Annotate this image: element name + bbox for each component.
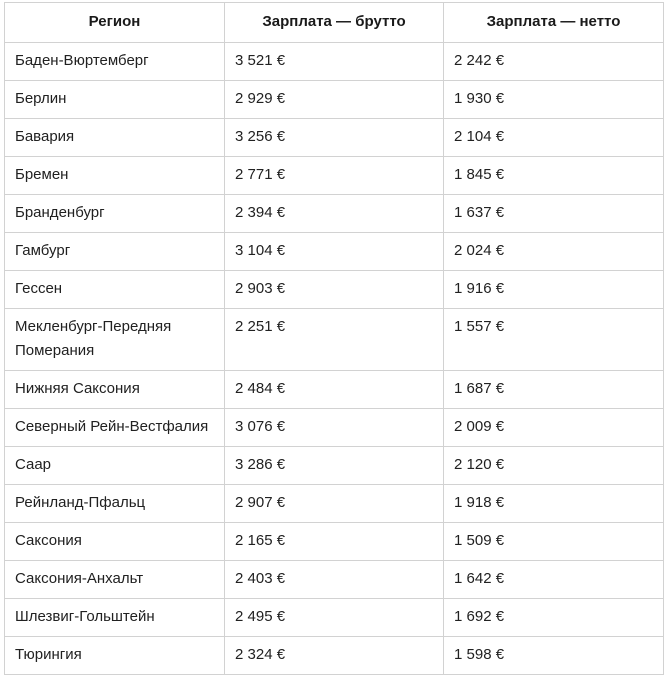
cell-net-salary: 1 845 €	[444, 157, 664, 195]
cell-region: Шлезвиг-Гольштейн	[5, 599, 225, 637]
cell-region: Нижняя Саксония	[5, 371, 225, 409]
cell-net-salary: 2 104 €	[444, 119, 664, 157]
cell-region: Бавария	[5, 119, 225, 157]
cell-gross-salary: 2 495 €	[225, 599, 444, 637]
cell-net-salary: 2 242 €	[444, 43, 664, 81]
table-header-row	[5, 3, 664, 43]
table-row	[5, 309, 664, 371]
table-row	[5, 233, 664, 271]
cell-net-salary: 1 509 €	[444, 523, 664, 561]
header-net-salary: Зарплата — нетто	[444, 3, 664, 43]
cell-net-salary: 2 120 €	[444, 447, 664, 485]
cell-gross-salary: 2 929 €	[225, 81, 444, 119]
cell-gross-salary: 2 251 €	[225, 309, 444, 371]
cell-gross-salary: 2 771 €	[225, 157, 444, 195]
cell-net-salary: 1 598 €	[444, 637, 664, 675]
table-row	[5, 371, 664, 409]
table-row	[5, 485, 664, 523]
cell-region: Бремен	[5, 157, 225, 195]
table-row	[5, 81, 664, 119]
table-row	[5, 599, 664, 637]
header-gross-salary: Зарплата — брутто	[225, 3, 444, 43]
cell-gross-salary: 2 165 €	[225, 523, 444, 561]
table-row	[5, 43, 664, 81]
table-row	[5, 195, 664, 233]
cell-gross-salary: 3 256 €	[225, 119, 444, 157]
table-row	[5, 523, 664, 561]
cell-gross-salary: 2 484 €	[225, 371, 444, 409]
cell-region: Тюрингия	[5, 637, 225, 675]
cell-gross-salary: 2 403 €	[225, 561, 444, 599]
cell-net-salary: 1 557 €	[444, 309, 664, 371]
cell-gross-salary: 2 324 €	[225, 637, 444, 675]
cell-region: Рейнланд-Пфальц	[5, 485, 225, 523]
salary-table	[4, 2, 664, 675]
table-row	[5, 447, 664, 485]
table-row	[5, 271, 664, 309]
cell-region: Северный Рейн-Вестфалия	[5, 409, 225, 447]
cell-net-salary: 1 916 €	[444, 271, 664, 309]
cell-net-salary: 1 687 €	[444, 371, 664, 409]
cell-net-salary: 1 918 €	[444, 485, 664, 523]
cell-region: Мекленбург-Передняя Померания	[5, 309, 225, 371]
cell-region: Саар	[5, 447, 225, 485]
cell-gross-salary: 3 521 €	[225, 43, 444, 81]
cell-net-salary: 1 692 €	[444, 599, 664, 637]
cell-region: Саксония	[5, 523, 225, 561]
cell-gross-salary: 3 104 €	[225, 233, 444, 271]
header-region: Регион	[5, 3, 225, 43]
table-row	[5, 561, 664, 599]
cell-net-salary: 2 024 €	[444, 233, 664, 271]
cell-net-salary: 2 009 €	[444, 409, 664, 447]
cell-region: Бранденбург	[5, 195, 225, 233]
cell-gross-salary: 2 903 €	[225, 271, 444, 309]
cell-region: Баден-Вюртемберг	[5, 43, 225, 81]
cell-gross-salary: 2 907 €	[225, 485, 444, 523]
cell-net-salary: 1 930 €	[444, 81, 664, 119]
cell-region: Саксония-Анхальт	[5, 561, 225, 599]
cell-region: Гессен	[5, 271, 225, 309]
cell-region: Берлин	[5, 81, 225, 119]
cell-region: Гамбург	[5, 233, 225, 271]
cell-gross-salary: 2 394 €	[225, 195, 444, 233]
cell-gross-salary: 3 076 €	[225, 409, 444, 447]
cell-gross-salary: 3 286 €	[225, 447, 444, 485]
table-row	[5, 119, 664, 157]
table-body	[5, 43, 664, 675]
table-row	[5, 409, 664, 447]
table-row	[5, 637, 664, 675]
table-row	[5, 157, 664, 195]
cell-net-salary: 1 637 €	[444, 195, 664, 233]
cell-net-salary: 1 642 €	[444, 561, 664, 599]
